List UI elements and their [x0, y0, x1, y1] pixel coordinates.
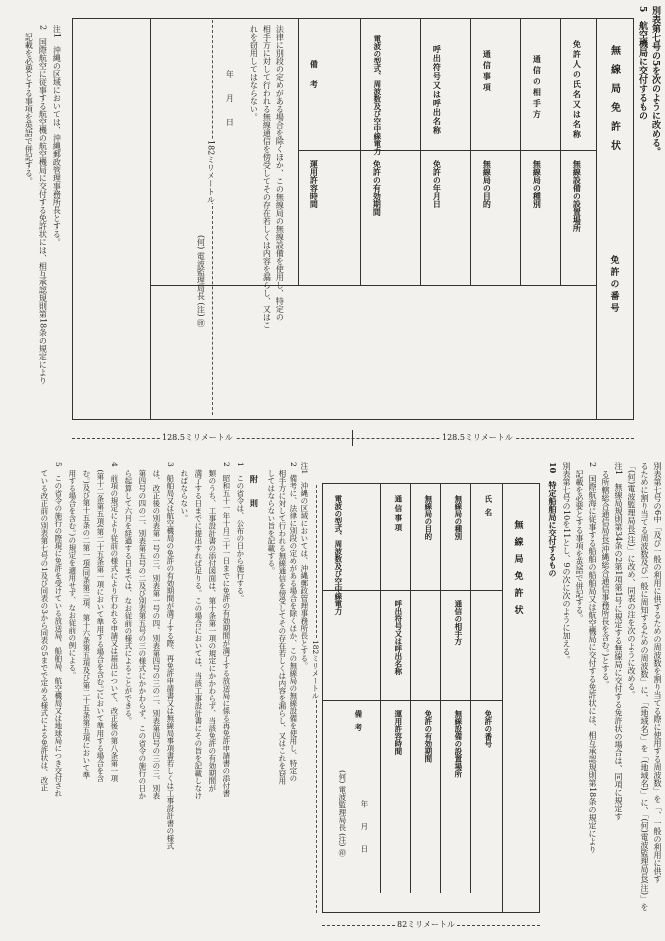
lower-note-2: 2 備考に、法律に別段の定めがある場合を除くほか、この無線局の無線設備を使用し、特定の: [288, 462, 298, 782]
supplement-line-9: ら起算して六月を経過する日までは、なお従前の様式によることができる。: [123, 462, 133, 725]
lower-dim-bottom: 82ミリメートル: [397, 920, 456, 929]
upper-note-2: 2 国際航空に従事する航空機の航空機局に交付する免許状には、相互承認規則第18条の規定により: [38, 25, 48, 385]
lower-left-cell-2: 無線局の目的: [423, 495, 433, 540]
upper-right-cell-0: 免許の番号: [608, 255, 619, 315]
upper-clause-line-2: 相手方に対して行われる無線通信を傍受してその存在若しくは内容を漏らし、又はこ: [262, 25, 272, 329]
upper-dim-tick: [352, 430, 353, 446]
lower-title-rule: [502, 483, 503, 913]
supplement-line-1: 1 この省令は、公布の日から施行する。: [235, 462, 245, 602]
upper-title-rule: [596, 18, 597, 420]
upper-right-cell-2: 無線局の種別: [532, 160, 543, 208]
lower-left-cell-4: 電波の型式、周波数及び空中線電力: [333, 495, 343, 615]
lower-intro-7: 記載を必要とする事項を英語で併記する。: [575, 462, 584, 622]
lower-issuer: (何) 電波監理局長 (注) ㊞: [337, 770, 347, 857]
lower-intro-2: るために割り当てる周波数及び一般に周知するための周波数」に、「(地域名)」を「(地域名)」に、「(何)電波監理局長(注)」を: [640, 462, 649, 911]
lower-mid-cell-1: 呼出符号又は呼出名称: [393, 600, 403, 675]
lower-intro-1: 別表第七号の6中「及び一般の利用に供するための周波数を割り当てる際に使用する周波数」を「、一般の利用に供す: [653, 462, 662, 884]
lower-intro-5: る所轄総合通信局長(沖縄総合通信事務所長を含む。)とする。: [601, 462, 610, 689]
upper-dim-left: 128.5ミリメートル: [162, 433, 233, 442]
lower-inner-dim-label: 182ミリメートル: [310, 640, 320, 700]
upper-license-form: [72, 18, 634, 420]
lower-note-4: してはならない旨を記載する。: [266, 462, 276, 575]
lower-right-cell-4: 備考: [353, 710, 363, 737]
supplement-line-4: 満了する日までに提出すれば足りる。この場合においては、当該工事設計書にその旨を記載しなけ: [193, 462, 203, 800]
lower-left-cell-0: 氏名: [483, 495, 493, 522]
lower-col-rule: [410, 483, 411, 893]
lower-intro-3: 「(何)電波監理局長(注)」に改め、同表の注を次のように改める。: [627, 462, 636, 699]
supplement-line-8: 第四号の四の二、別表第五号の二及び別表第五号の三の様式にかかわらず、この省令の施行の日か: [137, 462, 147, 800]
supplement-title: 附 則: [249, 475, 260, 511]
lower-right-cell-2: 免許の有効期間: [423, 710, 433, 763]
supplement-line-3: 類のうち、工事設計書の添付図面は、第十条第一項の規定にかかわらず、当該免許の有効期間が: [207, 462, 217, 792]
upper-inner-dim-label: 182ミリメートル: [206, 140, 216, 204]
upper-heading-line-1: 別表第七号の5を次のように改める。: [650, 6, 660, 157]
supplement-line-13: 用する場合を含む。)の規定を適用せず、なお従前の例による。: [67, 462, 77, 679]
lower-mid-cell-0: 通信の相手方: [453, 600, 463, 645]
upper-heading-line-2: 5 航空機局に交付するもの: [637, 6, 647, 121]
upper-inner-dim-rule: [212, 20, 213, 415]
upper-row-label-2: 通信事項: [482, 50, 493, 94]
lower-intro-9: 10 特定船舶局に交付するもの: [548, 462, 558, 578]
upper-row-rule: [150, 285, 596, 286]
lower-right-cell-3: 運用許容時間: [393, 710, 403, 755]
lower-col-rule: [440, 483, 441, 893]
upper-col-rule: [520, 18, 521, 285]
lower-col-rule: [470, 483, 471, 893]
upper-row-label-3: 呼出符号又は呼出名称: [432, 45, 443, 135]
upper-col-rule: [360, 18, 361, 285]
upper-right-cell-5: 免許の有効期間: [372, 160, 383, 216]
upper-row-rule: [298, 150, 596, 151]
upper-col-rule: [470, 18, 471, 285]
lower-intro-6: 2 国際航海に従事する船舶の船舶局又は航空機局に交付する免許状には、相互承認規則第18条の規定により: [588, 462, 597, 854]
supplement-line-5: ればならない。: [179, 462, 189, 522]
lower-note-3: 相手方に対して行われる無線通信を傍受してその存在若しくは内容を漏らし、又はこれを窃用: [277, 462, 287, 785]
upper-row-label-0: 免許人の氏名又は名称: [572, 40, 583, 140]
supplement-line-6: 3 船舶局又は航空機局の免許の有効期間が満了する際、再免許申請書又は無線局事項書若しくは工事設計書の様式: [165, 462, 175, 850]
upper-note-1: 注1 沖縄の区域においては、沖縄郵政管理事務所長とする。: [52, 25, 62, 247]
supplement-line-2: 2 昭和五十一年十月三十一日までに免許の有効期間が満了する放送局に係る再免許申請書の添付書: [221, 462, 231, 797]
upper-col-rule: [420, 18, 421, 285]
lower-form-title: 無線局免許状: [512, 520, 523, 622]
upper-date-line: 年 月 日: [225, 70, 235, 126]
lower-row-rule: [322, 700, 502, 701]
upper-col-rule: [150, 18, 151, 420]
upper-form-title: 無線局免許状: [608, 45, 620, 159]
lower-right-cell-0: 免許の番号: [483, 710, 493, 748]
lower-date-line: 年 月 日: [359, 800, 369, 853]
lower-license-form: [322, 483, 540, 913]
upper-right-cell-1: 無線設備の設置場所: [572, 160, 583, 232]
upper-note-3: 記載を必要とする事項を英語で併記する。: [24, 25, 34, 185]
upper-clause-line-3: れを窃用してはならない。: [249, 25, 259, 121]
lower-note-1: 注1 沖縄の区域においては、沖縄郵政管理事務所長とする。: [299, 462, 309, 670]
lower-col-rule: [380, 483, 381, 893]
upper-row-label-1: 通信の相手方: [532, 55, 543, 121]
upper-dim-right: 128.5ミリメートル: [442, 433, 513, 442]
upper-dim-rule: [72, 438, 634, 439]
supplement-line-14: 5 この省令の施行の際現に免許を受けている放送局、船舶局、航空機局又は地球局につき交付され: [53, 462, 63, 797]
upper-row-label-4: 電波の型式、周波数及び空中線電力: [372, 35, 382, 155]
lower-intro-4: 注1 無線局規則第34条の2第1項第1号に規定する無線局に交付する免許状の場合は、同項に規定す: [614, 462, 623, 821]
upper-col-rule: [560, 18, 561, 285]
supplement-line-15: ている改正前の別表第七号の1及び同表の3から同表の5までで定める様式による免許状は、改正: [39, 462, 49, 792]
upper-col-rule: [298, 18, 299, 285]
supplement-line-11: (第十二条第五項(第二十五条第一項において準用する場合を含む。)において準用する場合を含: [95, 462, 105, 783]
upper-row-label-5: 備考: [309, 60, 320, 100]
lower-left-cell-3: 通信事項: [393, 495, 403, 533]
lower-row-rule: [322, 590, 502, 591]
lower-left-cell-1: 無線局の種別: [453, 495, 463, 540]
upper-right-cell-3: 無線局の目的: [482, 160, 493, 208]
upper-right-cell-4: 免許の年月日: [432, 160, 443, 208]
upper-issuer: (何) 電波監理局長 (注) ㊞: [196, 235, 206, 328]
supplement-line-7: は、改正後の別表第一号の三、別表第一号の四、別表第四号の三の二、別表第四号の三の三、別表: [151, 462, 161, 800]
lower-right-cell-1: 無線設備の設置場所: [453, 710, 463, 778]
upper-clause-line-1: 法律に別段の定めがある場合を除くほか、この無線局の無線設備を使用し、特定の: [275, 25, 285, 321]
lower-intro-8: 別表第七号の10を11とし、9の次に次のように加える。: [562, 462, 571, 664]
upper-right-cell-6: 運用許容時間: [309, 160, 320, 208]
supplement-line-10: 4 前項の規定により従前の様式により行われる申請又は届出について、改正後の第八条第一項: [109, 462, 119, 782]
supplement-line-12: む。)及び第十五条の二第一項(同条第三項、第十六条第五項及び第二十五条第五項において準: [81, 462, 91, 780]
